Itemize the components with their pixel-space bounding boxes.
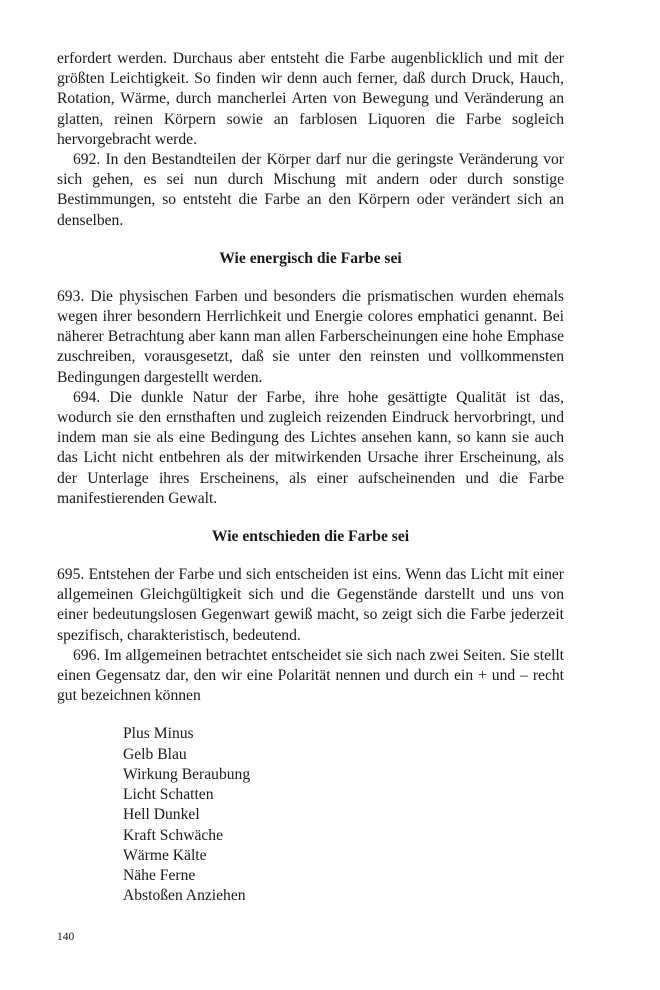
section-heading-entschieden: Wie entschieden die Farbe sei [211, 528, 410, 546]
book-page-body [57, 49, 564, 906]
polarity-pair: Wirkung Beraubung [123, 765, 251, 783]
paragraph-696: 696. Im allgemeinen betrachtet entscheidet sie sich nach zwei Seiten. Sie stellt einen Gegensatz dar, den wir eine Polarität nennen und durch ein + und – recht gut bezeichnen können [57, 646, 564, 705]
polarity-pair: Licht Schatten [123, 786, 214, 804]
polarity-pair: Kraft Schwäche [123, 826, 224, 844]
polarity-pair: Hell Dunkel [123, 806, 200, 824]
paragraph-692: 692. In den Bestandteilen der Körper darf nur die geringste Veränderung vor sich gehen, es sei nun durch Mischung mit andern oder durch sonstige Bestimmungen, so entsteht die Farbe an den Körpern oder verändert sich an denselben. [57, 151, 564, 229]
section-heading-energisch: Wie energisch die Farbe sei [219, 249, 402, 267]
paragraph-694: 694. Die dunkle Natur der Farbe, ihre hohe gesättigte Qualität ist das, wodurch sie den ernsthaften und zugleich reizenden Eindruck hervorbringt, und indem man sie als eine Bedingung des Lichtes ansehen kann, so kann sie auch das Licht nicht entbehren als der mitwirkenden Ursache ihrer Erscheinung, als der Unterlage ihres Erscheinens, als einer aufscheinenden und die Farbe manifestierenden Gewalt. [57, 388, 564, 507]
polarity-pair: Plus Minus [123, 725, 194, 743]
paragraph-695: 695. Entstehen der Farbe und sich entscheiden ist eins. Wenn das Licht mit einer allgemeinen Gleichgültigkeit sich und die Gegenstände darstellt und uns von einer bedeutungslosen Gegenwart gewiß macht, so zeigt sich die Farbe jederzeit spezifisch, charakteristisch, bedeutend. [57, 566, 564, 644]
paragraph-continuation: erfordert werden. Durchaus aber entsteht die Farbe augenblicklich und mit der größten Leichtigkeit. So finden wir denn auch ferner, daß durch Druck, Hauch, Rotation, Wärme, durch mancherlei Arten von Bewegung und Veränderung an glatten, reinen Körpern sowie an farblosen Liquoren die Farbe sogleich hervorgebracht werde. [57, 50, 564, 148]
paragraph-693: 693. Die physischen Farben und besonders die prismatischen wurden ehemals wegen ihrer besondern Herrlichkeit und Energie colores emphatici genannt. Bei näherer Betrachtung aber kann man allen Farberscheinungen eine hohe Emphase zuschreiben, vorausgesetzt, daß sie unter den reinsten und vollkommensten Bedingungen dargestellt werden. [57, 287, 564, 386]
polarity-pair: Wärme Kälte [123, 846, 207, 864]
polarity-pair: Gelb Blau [123, 745, 187, 763]
polarity-list [123, 724, 564, 906]
polarity-pair: Nähe Ferne [123, 866, 196, 884]
page-number: 140 [57, 931, 75, 943]
polarity-pair: Abstoßen Anziehen [123, 887, 246, 905]
